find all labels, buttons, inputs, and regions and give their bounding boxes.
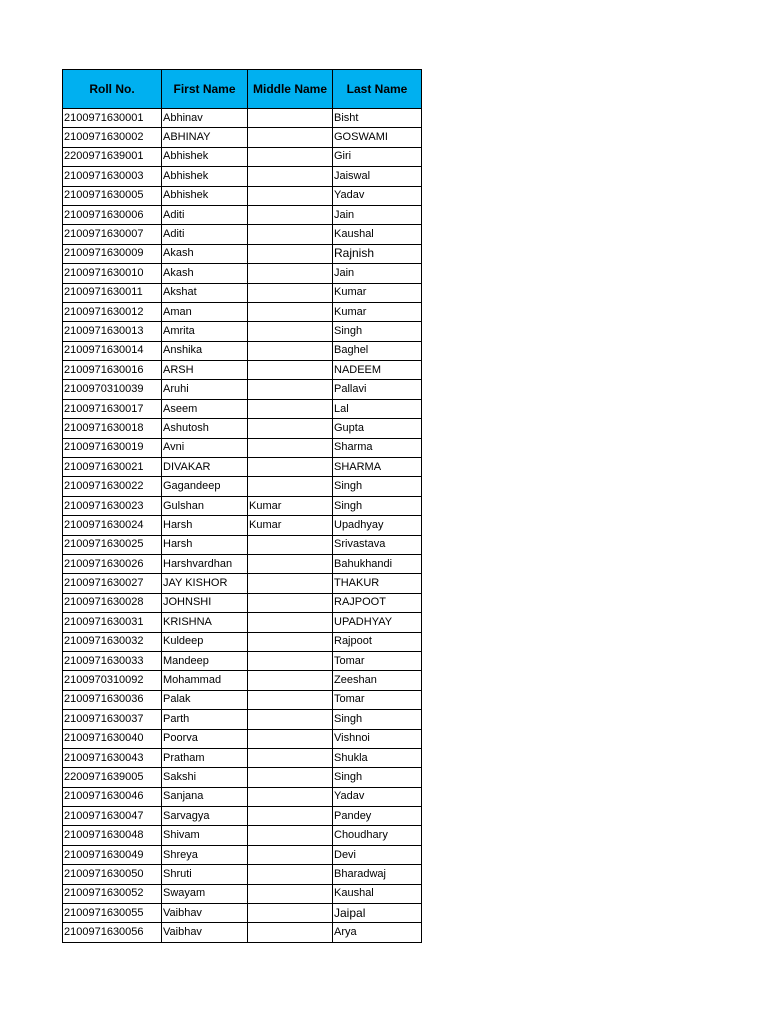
roll-no-cell: 2100971630040 (63, 729, 162, 748)
last-name-cell: Bahukhandi (333, 554, 422, 573)
first-name-cell: Abhishek (162, 167, 248, 186)
table-row (63, 554, 422, 573)
last-name-cell: Tomar (333, 690, 422, 709)
table-row (63, 651, 422, 670)
table-row (63, 399, 422, 418)
roll-no-cell: 2100971630011 (63, 283, 162, 302)
roll-no-cell: 2100971630014 (63, 341, 162, 360)
last-name-cell: Kaushal (333, 884, 422, 903)
roll-no-cell: 2100971630047 (63, 807, 162, 826)
middle-name-cell (248, 826, 333, 845)
middle-name-cell (248, 322, 333, 341)
middle-name-cell (248, 632, 333, 651)
first-name-cell: Aditi (162, 205, 248, 224)
roll-no-cell: 2100971630046 (63, 787, 162, 806)
first-name-cell: Amrita (162, 322, 248, 341)
roll-no-cell: 2100971630022 (63, 477, 162, 496)
middle-name-cell (248, 477, 333, 496)
last-name-cell: Jaiswal (333, 167, 422, 186)
table-row (63, 516, 422, 535)
table-row (63, 496, 422, 515)
last-name-cell: Gupta (333, 419, 422, 438)
table-row (63, 865, 422, 884)
first-name-cell: ARSH (162, 361, 248, 380)
table-row (63, 632, 422, 651)
roll-no-cell: 2200971639005 (63, 768, 162, 787)
roll-no-cell: 2100971630027 (63, 574, 162, 593)
last-name-cell: THAKUR (333, 574, 422, 593)
roll-no-cell: 2100971630050 (63, 865, 162, 884)
roll-no-cell: 2100971630055 (63, 904, 162, 923)
roll-no-cell: 2100971630009 (63, 244, 162, 263)
middle-name-cell (248, 787, 333, 806)
last-name-cell: Rajnish (333, 244, 422, 263)
middle-name-cell (248, 361, 333, 380)
first-name-cell: Mandeep (162, 651, 248, 670)
middle-name-cell (248, 768, 333, 787)
roll-no-cell: 2100971630002 (63, 128, 162, 147)
first-name-cell: Vaibhav (162, 904, 248, 923)
table-row (63, 361, 422, 380)
table-row (63, 438, 422, 457)
student-roll-table (62, 69, 422, 943)
roll-no-cell: 2100971630013 (63, 322, 162, 341)
first-name-cell: Ashutosh (162, 419, 248, 438)
roll-no-cell: 2100971630052 (63, 884, 162, 903)
first-name-cell: JOHNSHI (162, 593, 248, 612)
first-name-cell: Harsh (162, 535, 248, 554)
table-row (63, 787, 422, 806)
table-row (63, 748, 422, 767)
roll-no-cell: 2100971630025 (63, 535, 162, 554)
last-name-cell: Singh (333, 768, 422, 787)
first-name-cell: Palak (162, 690, 248, 709)
table-row (63, 109, 422, 128)
first-name-cell: Abhishek (162, 186, 248, 205)
header-middle-name: Middle Name (248, 70, 333, 109)
last-name-cell: Yadav (333, 186, 422, 205)
first-name-cell: Vaibhav (162, 923, 248, 942)
first-name-cell: Akash (162, 244, 248, 263)
first-name-cell: Parth (162, 710, 248, 729)
table-row (63, 322, 422, 341)
last-name-cell: Baghel (333, 341, 422, 360)
first-name-cell: ABHINAY (162, 128, 248, 147)
last-name-cell: Shukla (333, 748, 422, 767)
table-row (63, 613, 422, 632)
table-row (63, 729, 422, 748)
header-last-name: Last Name (333, 70, 422, 109)
table-row (63, 593, 422, 612)
last-name-cell: Singh (333, 477, 422, 496)
first-name-cell: Mohammad (162, 671, 248, 690)
first-name-cell: Aseem (162, 399, 248, 418)
table-row (63, 845, 422, 864)
last-name-cell: Sharma (333, 438, 422, 457)
table-row (63, 128, 422, 147)
roll-no-cell: 2100971630007 (63, 225, 162, 244)
middle-name-cell (248, 147, 333, 166)
middle-name-cell (248, 302, 333, 321)
middle-name-cell (248, 167, 333, 186)
first-name-cell: DIVAKAR (162, 458, 248, 477)
first-name-cell: Gagandeep (162, 477, 248, 496)
last-name-cell: Bharadwaj (333, 865, 422, 884)
roll-no-cell: 2100971630049 (63, 845, 162, 864)
middle-name-cell (248, 458, 333, 477)
table-row (63, 690, 422, 709)
first-name-cell: Harshvardhan (162, 554, 248, 573)
table-row (63, 671, 422, 690)
last-name-cell: Jain (333, 264, 422, 283)
roll-no-cell: 2100971630017 (63, 399, 162, 418)
table-row (63, 264, 422, 283)
last-name-cell: Vishnoi (333, 729, 422, 748)
last-name-cell: Pandey (333, 807, 422, 826)
middle-name-cell (248, 419, 333, 438)
roll-no-cell: 2200971639001 (63, 147, 162, 166)
last-name-cell: Jaipal (333, 904, 422, 923)
roll-no-cell: 2100970310092 (63, 671, 162, 690)
last-name-cell: Kumar (333, 302, 422, 321)
table-row (63, 904, 422, 923)
middle-name-cell: Kumar (248, 496, 333, 515)
table-row (63, 768, 422, 787)
middle-name-cell (248, 807, 333, 826)
table-row (63, 535, 422, 554)
middle-name-cell (248, 205, 333, 224)
roll-no-cell: 2100971630056 (63, 923, 162, 942)
last-name-cell: Lal (333, 399, 422, 418)
middle-name-cell (248, 729, 333, 748)
roll-no-cell: 2100971630036 (63, 690, 162, 709)
first-name-cell: Aruhi (162, 380, 248, 399)
roll-no-cell: 2100971630016 (63, 361, 162, 380)
table-row (63, 419, 422, 438)
first-name-cell: Sakshi (162, 768, 248, 787)
header-first-name: First Name (162, 70, 248, 109)
roll-no-cell: 2100971630018 (63, 419, 162, 438)
roll-no-cell: 2100971630006 (63, 205, 162, 224)
first-name-cell: Abhishek (162, 147, 248, 166)
first-name-cell: Sanjana (162, 787, 248, 806)
first-name-cell: Shreya (162, 845, 248, 864)
first-name-cell: Aman (162, 302, 248, 321)
table-row (63, 923, 422, 942)
middle-name-cell (248, 923, 333, 942)
middle-name-cell (248, 845, 333, 864)
last-name-cell: Pallavi (333, 380, 422, 399)
middle-name-cell (248, 264, 333, 283)
roll-no-cell: 2100971630026 (63, 554, 162, 573)
last-name-cell: Tomar (333, 651, 422, 670)
first-name-cell: Akshat (162, 283, 248, 302)
last-name-cell: Srivastava (333, 535, 422, 554)
first-name-cell: Harsh (162, 516, 248, 535)
last-name-cell: Jain (333, 205, 422, 224)
first-name-cell: Sarvagya (162, 807, 248, 826)
first-name-cell: Swayam (162, 884, 248, 903)
middle-name-cell (248, 593, 333, 612)
first-name-cell: Shivam (162, 826, 248, 845)
middle-name-cell (248, 225, 333, 244)
last-name-cell: Singh (333, 710, 422, 729)
first-name-cell: KRISHNA (162, 613, 248, 632)
roll-no-cell: 2100971630033 (63, 651, 162, 670)
last-name-cell: Giri (333, 147, 422, 166)
table-body (63, 109, 422, 943)
middle-name-cell (248, 535, 333, 554)
roll-no-cell: 2100971630010 (63, 264, 162, 283)
roll-no-cell: 2100971630032 (63, 632, 162, 651)
first-name-cell: Shruti (162, 865, 248, 884)
last-name-cell: RAJPOOT (333, 593, 422, 612)
roll-no-cell: 2100971630021 (63, 458, 162, 477)
first-name-cell: Pratham (162, 748, 248, 767)
middle-name-cell: Kumar (248, 516, 333, 535)
table-row (63, 302, 422, 321)
roll-no-cell: 2100971630028 (63, 593, 162, 612)
roll-no-cell: 2100971630001 (63, 109, 162, 128)
header-row (63, 70, 422, 109)
middle-name-cell (248, 380, 333, 399)
table-row (63, 244, 422, 263)
first-name-cell: Kuldeep (162, 632, 248, 651)
table-row (63, 283, 422, 302)
first-name-cell: Abhinav (162, 109, 248, 128)
table-row (63, 225, 422, 244)
table-row (63, 341, 422, 360)
roll-no-cell: 2100971630005 (63, 186, 162, 205)
roll-no-cell: 2100971630003 (63, 167, 162, 186)
middle-name-cell (248, 186, 333, 205)
middle-name-cell (248, 341, 333, 360)
last-name-cell: GOSWAMI (333, 128, 422, 147)
last-name-cell: Kumar (333, 283, 422, 302)
last-name-cell: SHARMA (333, 458, 422, 477)
header-roll-no: Roll No. (63, 70, 162, 109)
first-name-cell: Aditi (162, 225, 248, 244)
middle-name-cell (248, 438, 333, 457)
middle-name-cell (248, 651, 333, 670)
roll-no-cell: 2100971630012 (63, 302, 162, 321)
middle-name-cell (248, 399, 333, 418)
last-name-cell: Rajpoot (333, 632, 422, 651)
table-row (63, 807, 422, 826)
last-name-cell: Yadav (333, 787, 422, 806)
middle-name-cell (248, 690, 333, 709)
table-row (63, 205, 422, 224)
table-row (63, 574, 422, 593)
middle-name-cell (248, 671, 333, 690)
first-name-cell: JAY KISHOR (162, 574, 248, 593)
middle-name-cell (248, 574, 333, 593)
table-row (63, 167, 422, 186)
last-name-cell: Choudhary (333, 826, 422, 845)
middle-name-cell (248, 554, 333, 573)
last-name-cell: Devi (333, 845, 422, 864)
middle-name-cell (248, 613, 333, 632)
middle-name-cell (248, 748, 333, 767)
last-name-cell: NADEEM (333, 361, 422, 380)
last-name-cell: Zeeshan (333, 671, 422, 690)
last-name-cell: Kaushal (333, 225, 422, 244)
table-row (63, 477, 422, 496)
table-row (63, 884, 422, 903)
last-name-cell: Singh (333, 322, 422, 341)
first-name-cell: Gulshan (162, 496, 248, 515)
roll-no-cell: 2100971630031 (63, 613, 162, 632)
middle-name-cell (248, 128, 333, 147)
first-name-cell: Akash (162, 264, 248, 283)
table-row (63, 380, 422, 399)
table-row (63, 186, 422, 205)
roll-no-cell: 2100971630037 (63, 710, 162, 729)
middle-name-cell (248, 244, 333, 263)
roll-no-cell: 2100971630048 (63, 826, 162, 845)
last-name-cell: Upadhyay (333, 516, 422, 535)
middle-name-cell (248, 884, 333, 903)
first-name-cell: Avni (162, 438, 248, 457)
middle-name-cell (248, 865, 333, 884)
roll-no-cell: 2100971630043 (63, 748, 162, 767)
middle-name-cell (248, 710, 333, 729)
last-name-cell: Singh (333, 496, 422, 515)
table-row (63, 826, 422, 845)
middle-name-cell (248, 904, 333, 923)
roll-no-cell: 2100970310039 (63, 380, 162, 399)
last-name-cell: UPADHYAY (333, 613, 422, 632)
roll-no-cell: 2100971630019 (63, 438, 162, 457)
last-name-cell: Bisht (333, 109, 422, 128)
first-name-cell: Anshika (162, 341, 248, 360)
table-row (63, 147, 422, 166)
last-name-cell: Arya (333, 923, 422, 942)
middle-name-cell (248, 109, 333, 128)
middle-name-cell (248, 283, 333, 302)
roll-no-cell: 2100971630023 (63, 496, 162, 515)
table-row (63, 710, 422, 729)
table-row (63, 458, 422, 477)
roll-no-cell: 2100971630024 (63, 516, 162, 535)
first-name-cell: Poorva (162, 729, 248, 748)
